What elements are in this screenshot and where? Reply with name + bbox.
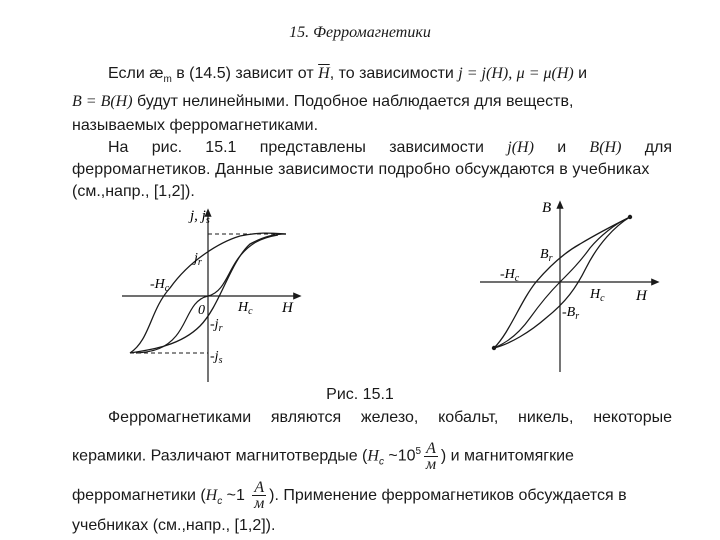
word: рис. — [151, 139, 183, 156]
text-segment: ). Применение ферромагнетиков обсуждается в — [269, 487, 627, 504]
fraction-numerator: A — [254, 479, 265, 497]
vector-h: $\overline{H}$ — [318, 65, 330, 82]
subscript: c — [378, 456, 384, 468]
paragraph-2-line-1 — [108, 138, 672, 158]
x-axis-label: H — [636, 288, 647, 304]
text-segment: Если æ — [108, 65, 164, 82]
formula-mu-of-h: μ = μ(H) — [516, 65, 574, 82]
subscript: m — [163, 74, 172, 86]
origin-label: 0 — [198, 303, 205, 318]
symbol-h: H — [205, 487, 218, 504]
word: для — [644, 139, 673, 156]
formula-j-of-h: j = j(H), — [458, 65, 513, 82]
saturation-point-top — [628, 215, 632, 219]
text-segment: и — [573, 65, 588, 82]
label-br: $B_r$ — [540, 247, 553, 264]
fraction-a-per-m — [424, 441, 438, 472]
word: 15.1 — [205, 139, 237, 156]
saturation-point-bottom — [492, 346, 496, 350]
paragraph-2-line-2: ферромагнетиков. Данные зависимости подробно обсуждаются в учебниках — [72, 161, 650, 178]
y-axis-label: B — [542, 200, 552, 216]
text-segment: ферромагнетики ( — [72, 487, 206, 504]
x-axis-label: H — [282, 300, 293, 316]
y-axis-label: j, $j_s$ — [190, 208, 210, 226]
word: железо, — [360, 409, 419, 426]
figure-b-of-h — [470, 192, 670, 377]
label-neg-jr: $-j_r$ — [210, 317, 223, 334]
paragraph-3-line-3 — [72, 478, 672, 514]
paragraph-1-line-3: называемых ферромагнетиками. — [72, 117, 319, 134]
paragraph-1-line-2 — [72, 92, 672, 112]
word: представлены — [259, 139, 366, 156]
word: и — [557, 139, 567, 156]
label-jr: $j_r$ — [194, 251, 202, 268]
text-segment: ~1 — [222, 487, 250, 504]
word: На — [108, 139, 129, 156]
fraction-numerator: A — [426, 439, 436, 457]
symbol-h: H — [367, 447, 379, 465]
fraction-denominator: м — [254, 495, 265, 513]
label-neg-hc: $-H_c$ — [150, 277, 170, 294]
word: являются — [270, 409, 342, 426]
page-title: 15. Ферромагнетики — [289, 24, 431, 41]
text-segment: в (14.5) зависит от — [171, 65, 319, 82]
paragraph-2-line-3: (см.,напр., [1,2]). — [72, 183, 195, 200]
label-neg-hc: $-H_c$ — [500, 267, 520, 284]
word: Ферромагнетиками — [108, 409, 252, 426]
text-segment: ~10 — [383, 447, 416, 465]
formula-b-of-h: B(H) — [589, 139, 622, 156]
text-segment: будут нелинейными. Подобное наблюдается для веществ, — [132, 93, 574, 110]
word: зависимости — [389, 139, 484, 156]
subscript: c — [217, 496, 223, 508]
label-neg-js: $-j_s$ — [210, 349, 223, 366]
initial-magnetization-curve — [208, 235, 278, 296]
word: никель, — [518, 409, 574, 426]
fraction-a-per-m — [252, 480, 266, 511]
word: некоторые — [593, 409, 672, 426]
figure-j-of-h — [110, 200, 310, 385]
text-segment: ) и магнитомягкие — [440, 447, 574, 465]
paragraph-3-line-1 — [108, 408, 672, 428]
figure-caption: Рис. 15.1 — [326, 386, 394, 403]
paragraph-1-line-1 — [108, 64, 672, 90]
paragraph-3-line-4: учебниках (см.,напр., [1,2]). — [72, 517, 276, 534]
text-segment: керамики. Различают магнитотвердые ( — [72, 447, 368, 465]
superscript: 5 — [415, 446, 422, 457]
formula-j-of-h: j(H) — [507, 139, 534, 156]
label-neg-br: $-B_r$ — [562, 305, 580, 322]
text-segment: , то зависимости — [329, 65, 459, 82]
label-hc: $H_c$ — [590, 287, 605, 304]
formula-b-of-h: B = B(H) — [72, 93, 133, 110]
label-hc: $H_c$ — [238, 300, 253, 317]
paragraph-3-line-2 — [72, 434, 672, 473]
word: кобальт, — [438, 409, 499, 426]
fraction-denominator: м — [425, 455, 437, 473]
